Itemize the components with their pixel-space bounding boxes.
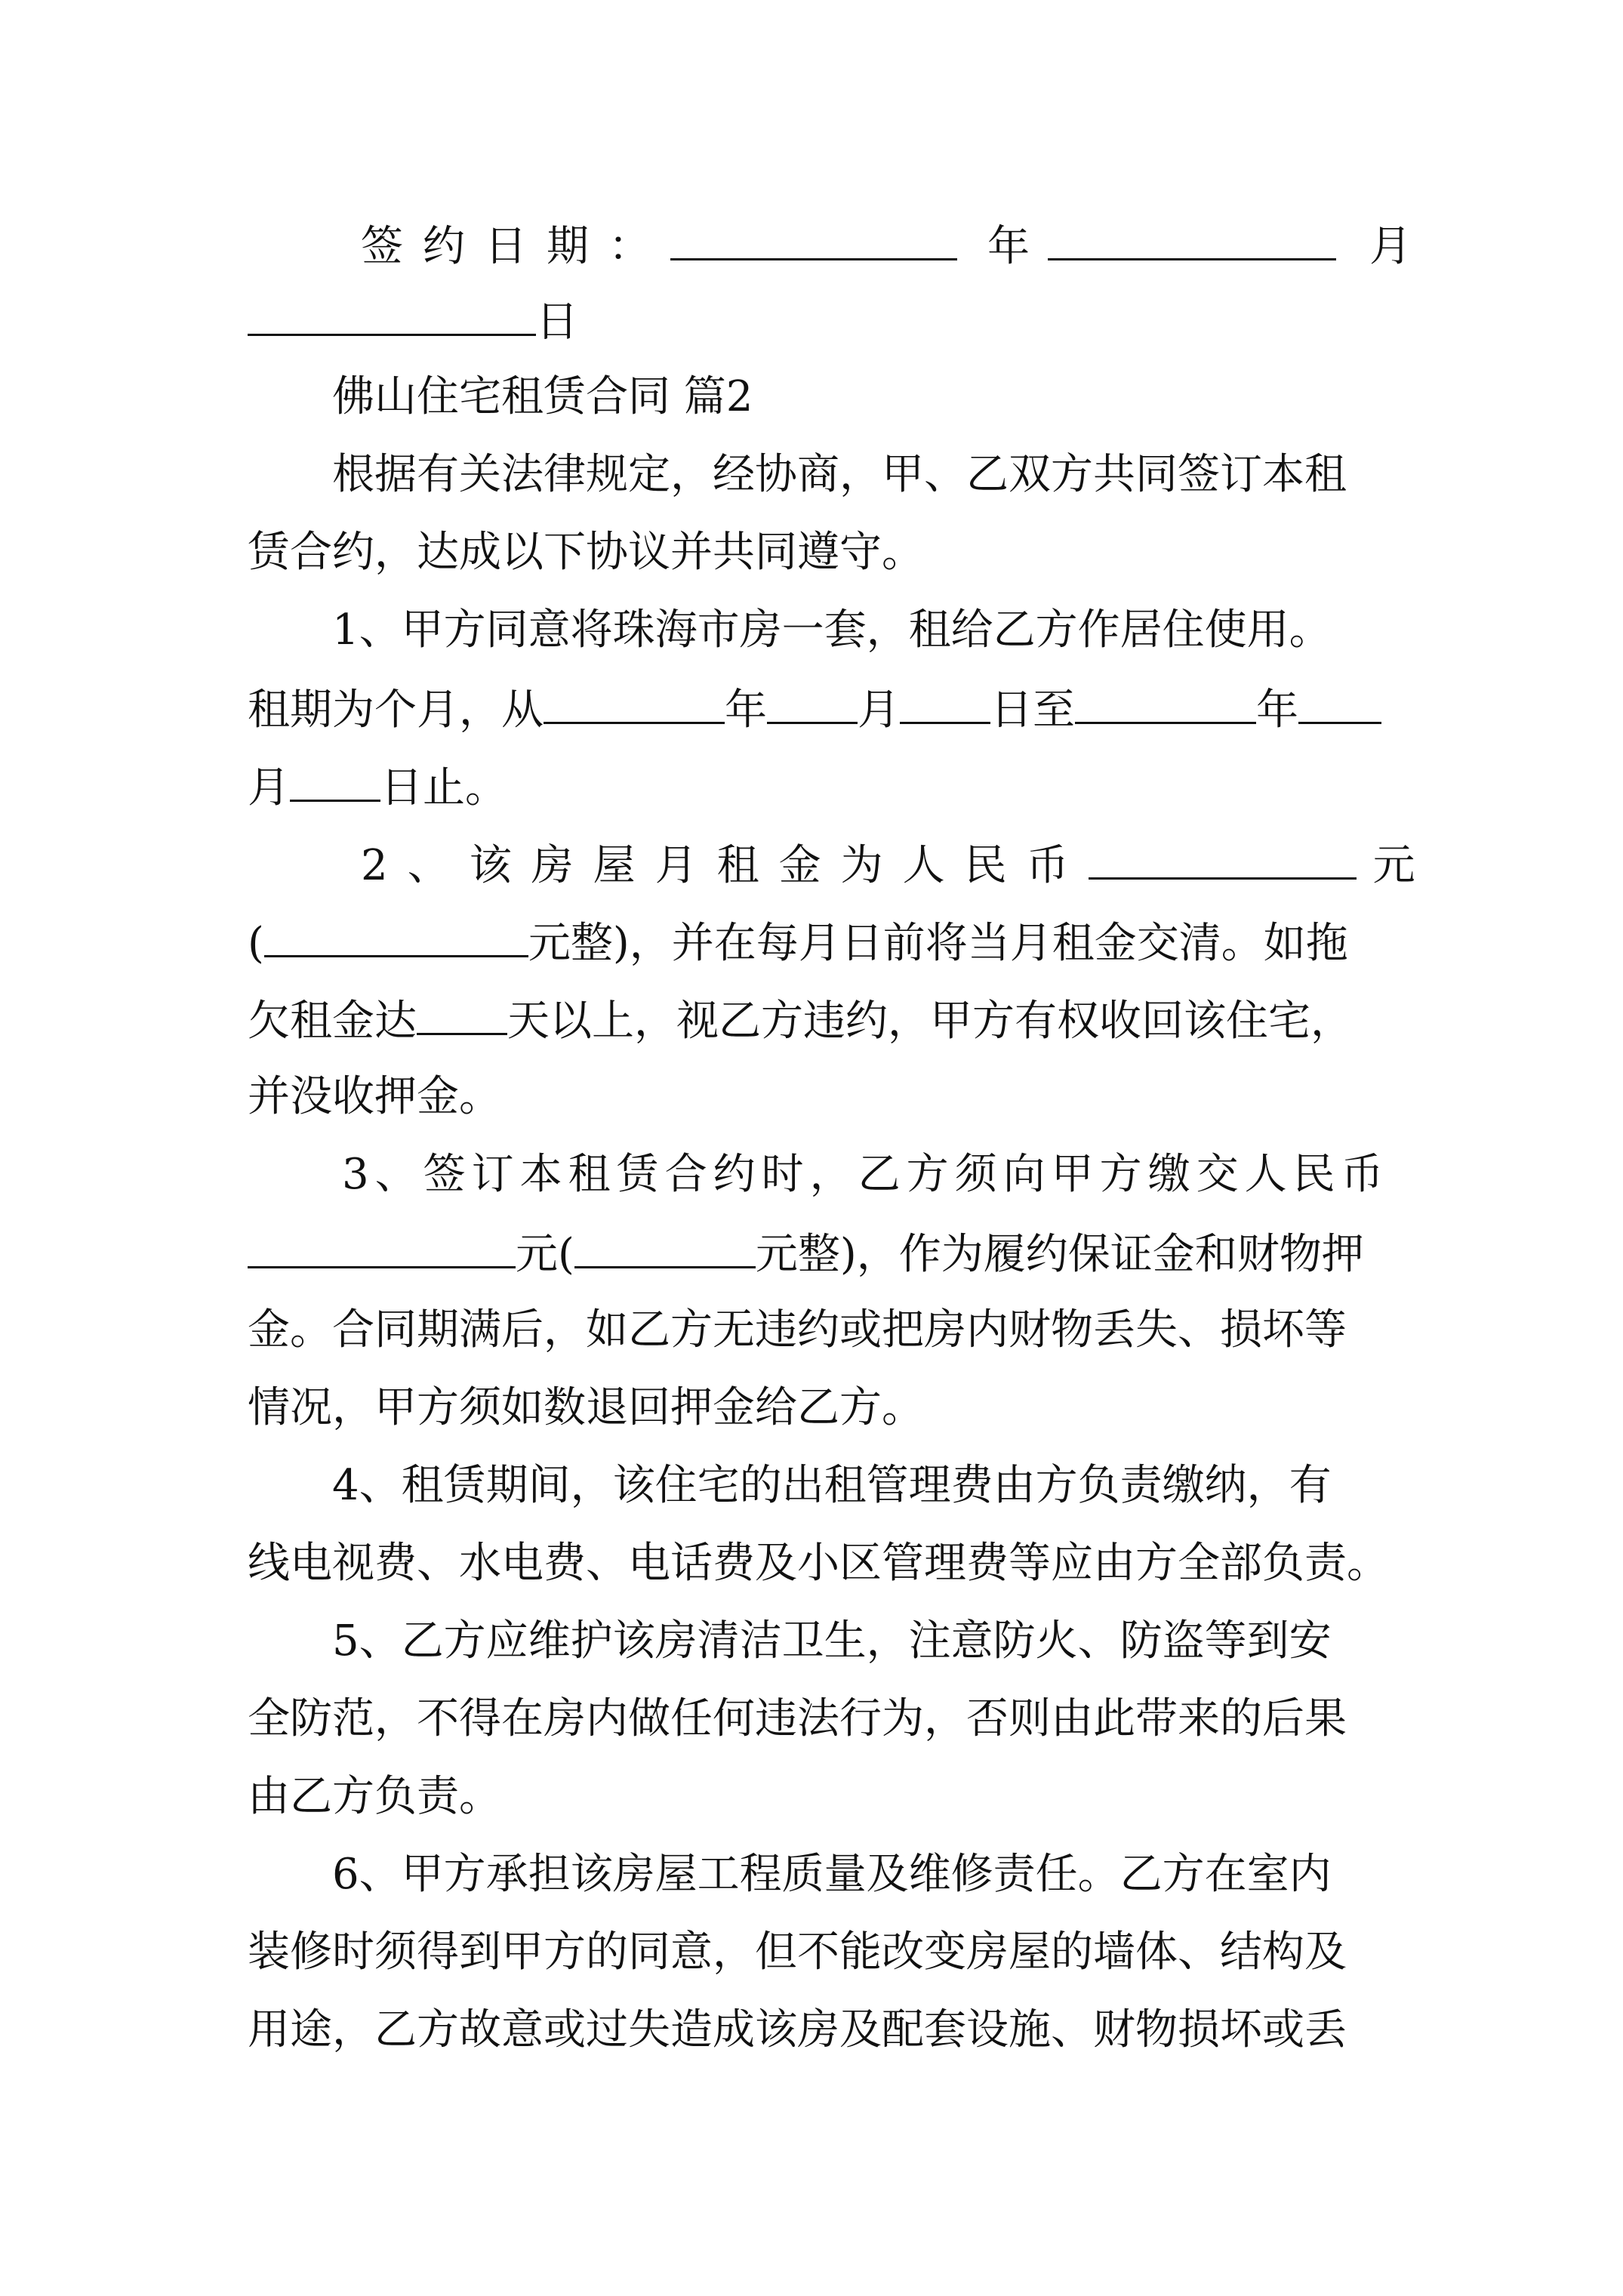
clause-2-rent-words-blank [264,917,528,957]
sign-year-unit: 年 [987,222,1030,271]
clause-2-rent-blank [1089,840,1357,880]
clause-2-line-3 [248,995,1387,1046]
clause-2-yuan: 元 [1372,841,1415,890]
clause-2-paren-open: ( [248,919,264,968]
clause-4-line-1-text: 4、租赁期间，该住宅的出租管理费由方负责缴纳，有 [332,1461,1332,1510]
clause-2-line-2-text: 元整)，并在每月日前将当月租金交清。如拖 [528,919,1348,968]
clause-1-start-day-blank [900,684,990,724]
clause-1-end-text: 日止。 [380,763,507,812]
clause-2-days-blank [417,995,507,1035]
clause-4-line-2 [248,1539,1387,1588]
clause-5-line-3 [248,1773,1387,1821]
intro-line-2 [248,529,1387,577]
sign-day-line [248,296,1387,347]
clause-1-end-month-blank-a [1298,684,1381,724]
clause-1-line-1 [248,606,1387,655]
clause-2-line-2 [248,917,1387,968]
clause-2-rent-label: 2、该房屋月租金为人民币 [361,841,1089,890]
intro-line-2-text: 赁合约，达成以下协议并共同遵守。 [248,528,924,577]
clause-6-line-1-text: 6、甲方承担该房屋工程质量及维修责任。乙方在室内 [332,1850,1332,1899]
clause-1-end-year-unit: 年 [1256,686,1298,735]
section-title-text: 佛山住宅租赁合同 篇2 [332,372,753,421]
clause-3-line-3-text: 金。合同期满后，如乙方无违约或把房内财物丢失、损坏等 [248,1305,1347,1354]
clause-6-line-3-text: 用途，乙方故意或过失造成该房及配套设施、财物损坏或丢 [248,2005,1347,2054]
clause-1-year-unit: 年 [725,686,767,735]
clause-6-line-2-text: 装修时须得到甲方的同意，但不能改变房屋的墙体、结构及 [248,1928,1347,1977]
clause-1-line-3 [248,762,1387,812]
clause-1-end-day-blank [290,762,380,802]
clause-6-line-2 [248,1928,1387,1977]
sign-day-blank [248,296,536,336]
clause-1-end-month-unit: 月 [248,763,290,812]
clause-3-line-1-text: 3、签订本租赁合约时，乙方须向甲方缴交人民币 [342,1150,1390,1199]
clause-5-line-1 [248,1617,1387,1666]
clause-4-line-2-text: 线电视费、水电费、电话费及小区管理费等应由方全部负责。 [248,1539,1389,1588]
clause-3-deposit-words-blank [574,1228,756,1268]
clause-1-start-month-blank [767,684,858,724]
clause-1-line-2 [248,684,1387,735]
clause-3-yuan-open: 元( [516,1230,574,1279]
section-title [248,373,1387,421]
clause-5-line-3-text: 由乙方负责。 [248,1772,501,1821]
clause-2-line-3-text: 天以上，视乙方违约，甲方有权收回该住宅， [507,997,1353,1046]
sign-year-blank [670,220,957,260]
clause-3-line-2 [248,1228,1387,1279]
clause-1-end-year-blank [1075,684,1256,724]
clause-1-term-label: 租期为个月，从 [248,686,544,735]
clause-5-line-2 [248,1695,1387,1743]
clause-1-line-1-text: 1、甲方同意将珠海市房一套，租给乙方作居住使用。 [332,606,1332,655]
clause-5-line-2-text: 全防范，不得在房内做任何违法行为，否则由此带来的后果 [248,1694,1347,1743]
clause-3-line-2-text: 元整)，作为履约保证金和财物押 [755,1230,1364,1279]
intro-line-1-text: 根据有关法律规定，经协商，甲、乙双方共同签订本租 [332,450,1347,499]
clause-2-overdue-label: 欠租金达 [248,997,417,1046]
clause-1-day-to: 日至 [990,686,1075,735]
clause-3-line-3 [248,1306,1387,1354]
clause-1-start-year-blank [544,684,725,724]
clause-5-line-1-text: 5、乙方应维护该房清洁卫生，注意防火、防盗等到安 [332,1616,1332,1666]
clause-3-line-4 [248,1384,1387,1432]
clause-1-month-unit: 月 [858,686,900,735]
sign-day-unit: 日 [536,297,578,347]
clause-4-line-1 [248,1462,1387,1510]
clause-6-line-3 [248,2006,1387,2054]
clause-3-line-1 [248,1150,1390,1199]
sign-month-unit: 月 [1369,222,1412,271]
sign-month-blank [1048,220,1336,260]
clause-3-line-4-text: 情况，甲方须如数退回押金给乙方。 [248,1383,924,1432]
sign-date-line [248,220,1412,271]
sign-date-label: 签约日期： [361,222,670,271]
clause-2-line-4 [248,1073,1387,1121]
clause-3-deposit-blank [248,1228,516,1268]
clause-6-line-1 [248,1851,1387,1899]
clause-2-line-1 [248,840,1415,890]
clause-2-line-4-text: 并没收押金。 [248,1072,501,1121]
intro-line-1 [248,451,1387,499]
